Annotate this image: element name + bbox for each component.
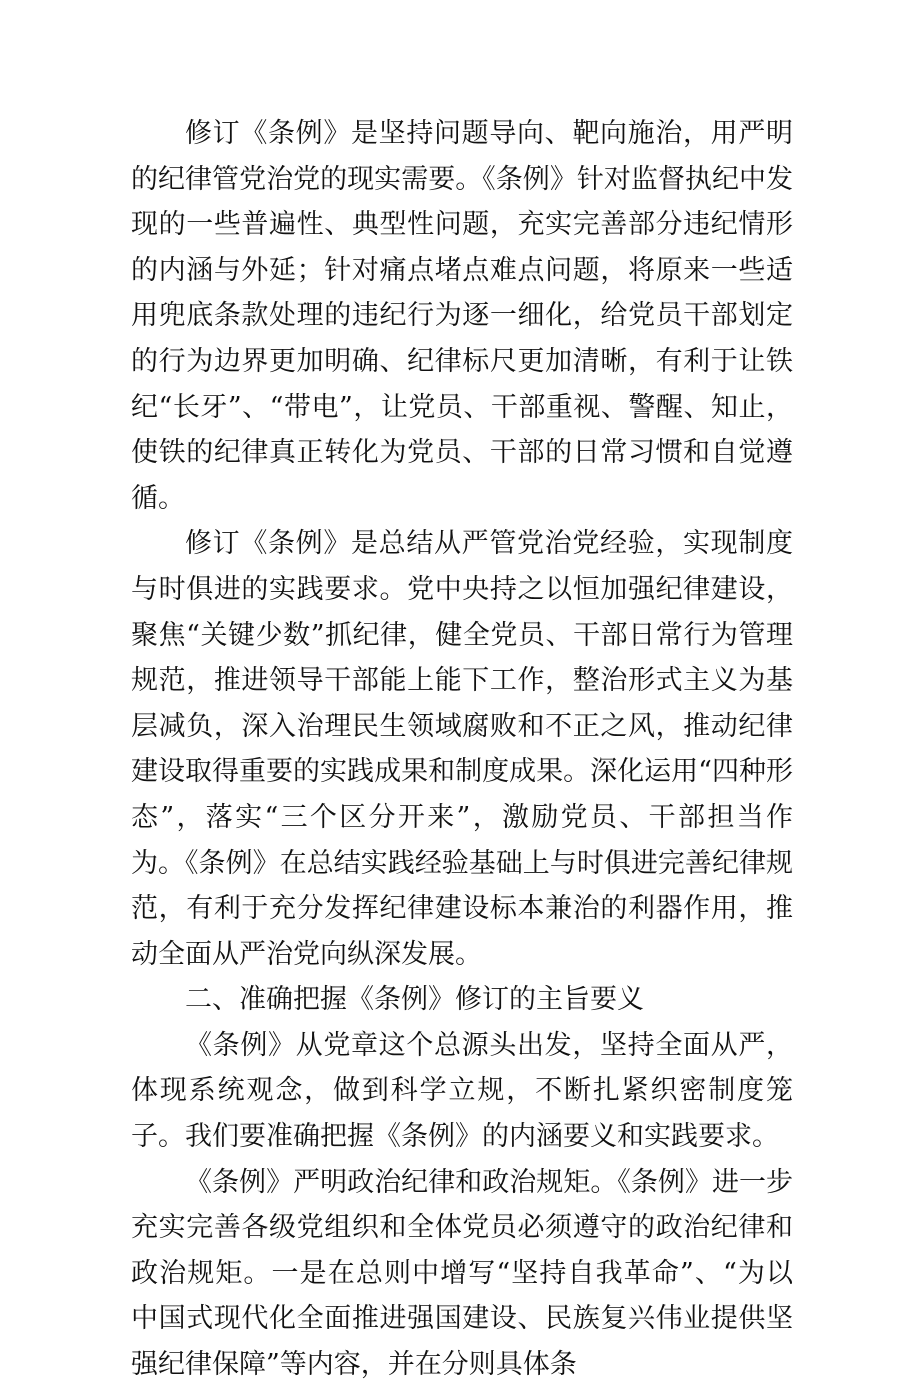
- document-body: [131, 111, 793, 1388]
- paragraph-1: 修订《条例》是坚持问题导向、靶向施治，用严明的纪律管党治党的现实需要。《条例》针对监督执纪中发现的一些普遍性、典型性问题，充实完善部分违纪情形的内涵与外延；针对痛点堵点难点问题，将原来一些适用兜底条款处理的违纪行为逐一细化，给党员干部划定的行为边界更加明确、纪律标尺更加清晰，有利于让铁纪“长牙”、“带电”，让党员、干部重视、警醒、知止，使铁的纪律真正转化为党员、干部的日常习惯和自觉遵循。: [131, 118, 793, 514]
- paragraph-4: 《条例》严明政治纪律和政治规矩。《条例》进一步充实完善各级党组织和全体党员必须遵守的政治纪律和政治规矩。一是在总则中增写“坚持自我革命”、“为以中国式现代化全面推进强国建设、民族复兴伟业提供坚强纪律保障”等内容，并在分则具体条: [131, 1166, 793, 1381]
- section-heading: 二、准确把握《条例》修订的主旨要义: [185, 984, 644, 1016]
- paragraph-2: 修订《条例》是总结从严管党治党经验，实现制度与时俱进的实践要求。党中央持之以恒加强纪律建设，聚焦“关键少数”抓纪律，健全党员、干部日常行为管理规范，推进领导干部能上能下工作，整治形式主义为基层减负，深入治理民生领域腐败和不正之风，推动纪律建设取得重要的实践成果和制度成果。深化运用“四种形态”，落实“三个区分开来”，激励党员、干部担当作为。《条例》在总结实践经验基础上与时俱进完善纪律规范，有利于充分发挥纪律建设标本兼治的利器作用，推动全面从严治党向纵深发展。: [131, 528, 793, 970]
- paragraph-3: 《条例》从党章这个总源头出发，坚持全面从严，体现系统观念，做到科学立规，不断扎紧织密制度笼子。我们要准确把握《条例》的内涵要义和实践要求。: [131, 1029, 793, 1153]
